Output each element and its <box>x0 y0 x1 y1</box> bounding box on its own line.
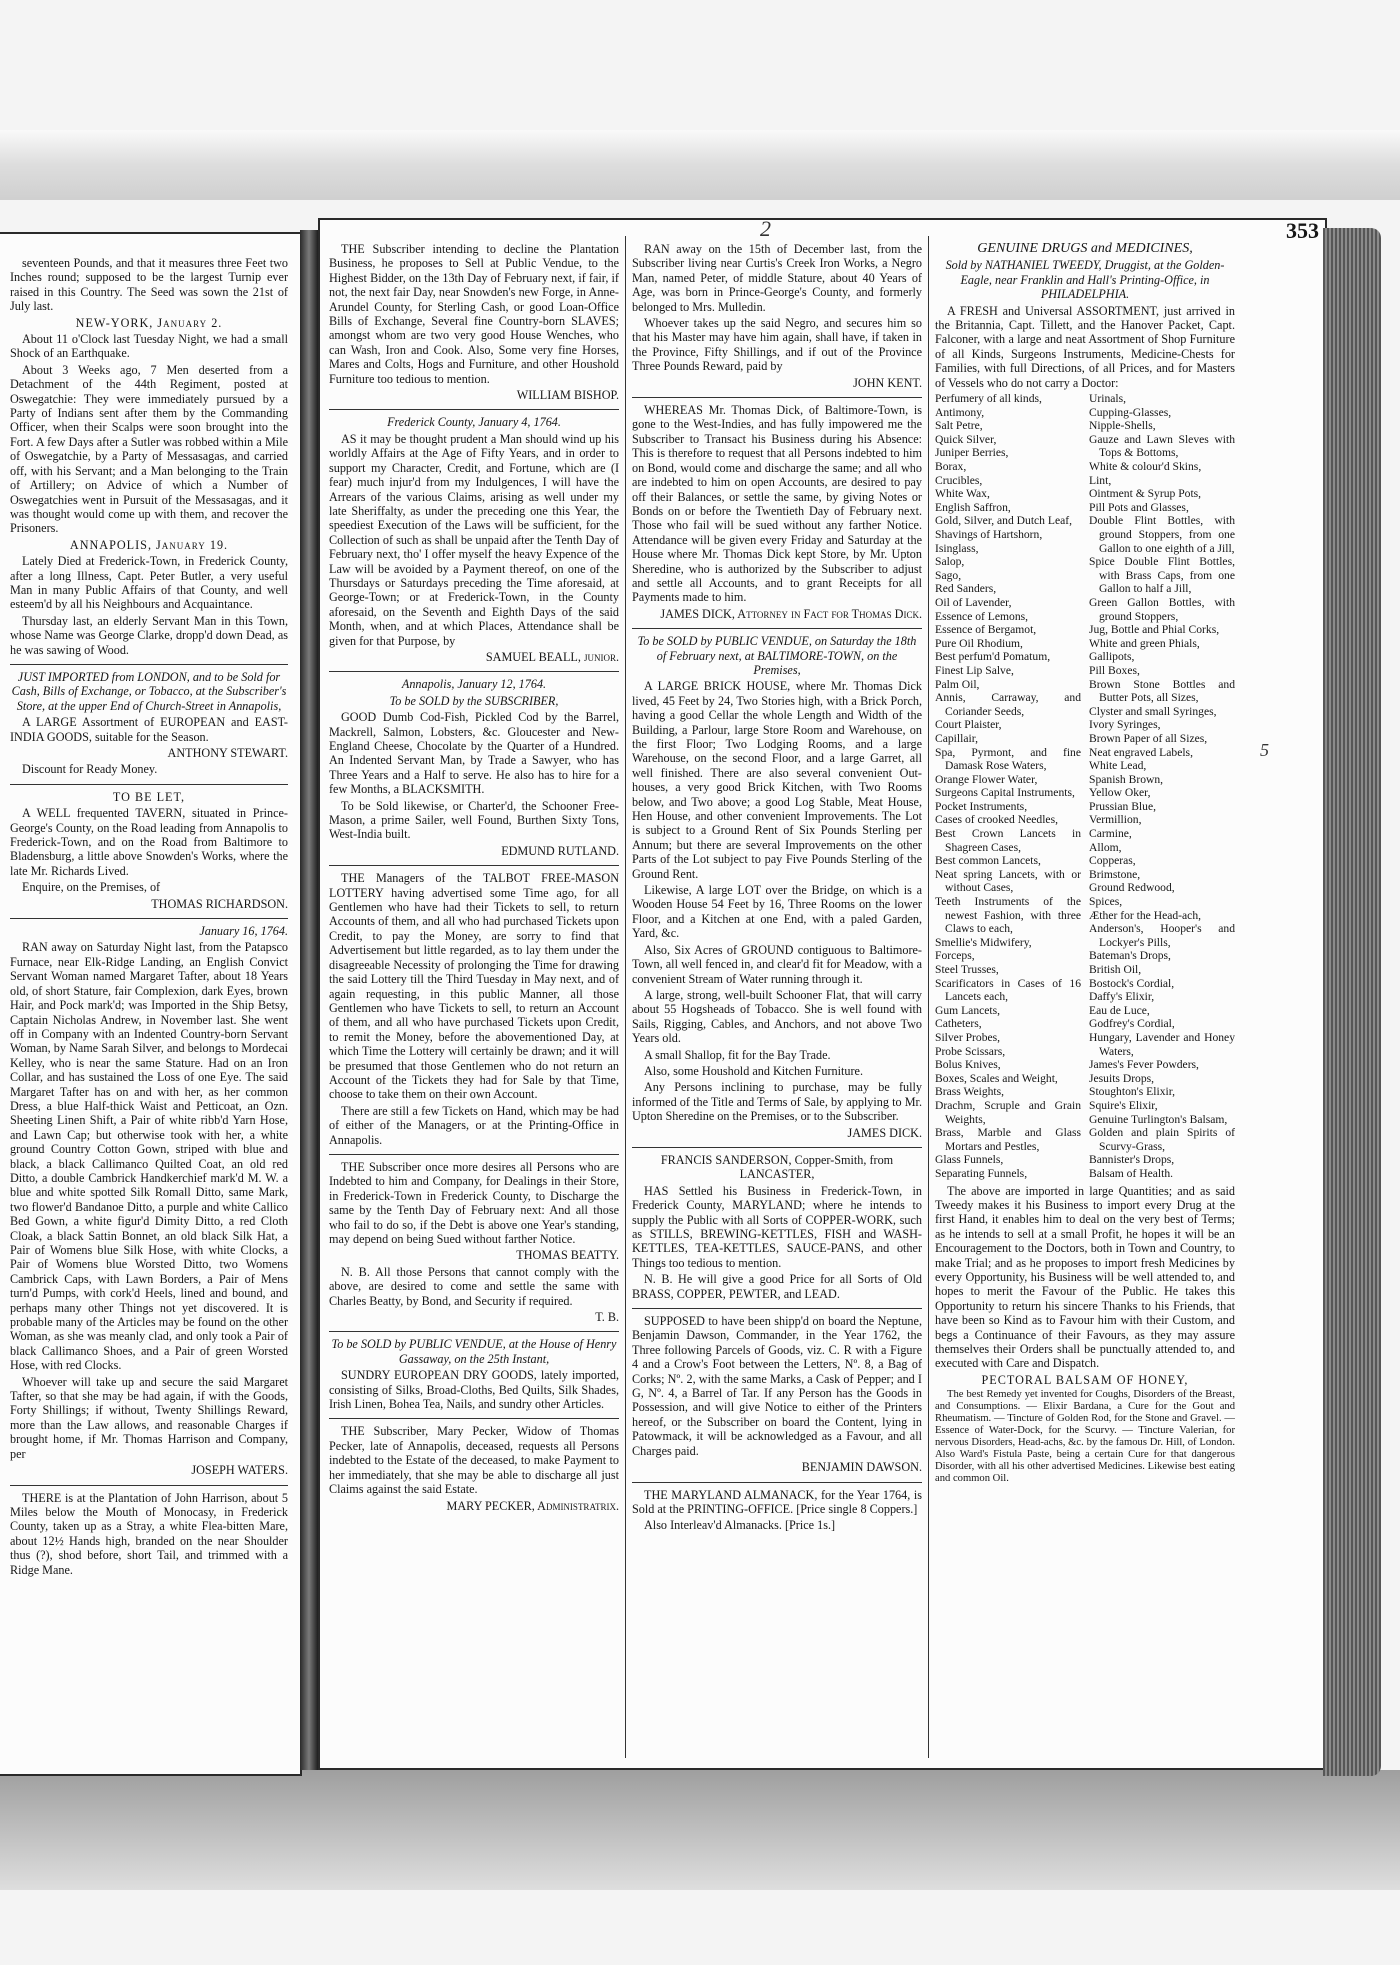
drug-item: Spanish Brown, <box>1089 772 1164 786</box>
imported-body: A LARGE Assortment of EUROPEAN and EAST-INDIA GOODS, suitable for the Season. <box>10 715 288 744</box>
annapolis-sale-schooner: To be Sold likewise, or Charter'd, the Schooner Free-Mason, a prime Sailer, well Found, Burthen Sixty Tons, West-India built. <box>329 798 619 842</box>
runaway-date: January 16, 1764. <box>199 924 288 939</box>
drug-item: Quick Silver, <box>935 432 997 446</box>
column-rule-2 <box>928 236 929 1758</box>
drug-item: Gum Lancets, <box>935 1003 1001 1017</box>
drug-item: White Lead, <box>1089 759 1147 773</box>
drug-item: Court Plaister, <box>935 718 1002 732</box>
left-ny-heading: NEW-YORK, January 2. <box>75 315 223 330</box>
annapolis-sale-date: Annapolis, January 12, 1764. <box>401 677 547 692</box>
beatty-signature: THOMAS BEATTY. <box>516 1248 619 1263</box>
frederick-body: AS it may be thought prudent a Man should wind up his worldly Affairs at the Age of Fifty Years, and in order to support my Character, Credit, and Fortune, which are (I fear) much injur'd from my Indulgences, I will have the Arrears of the various Claims, arising as well under my late Sheriffalty, as under the preceding one this Year, the speediest Execution of the Laws will be sufficient, for the Collection of such as shall be unpaid after the Tenth Day of February next, tho' I offer myself the heavy Expence of the Law will be avoided by a Payment thereof, on one of the Thursdays or Saturdays preceding the Time aforesaid, at George-Town; or at Frederick-Town, in the County aforesaid, on the Seventh and Eighth Days of the said Month, when, and at which Places, Attendance shall be given for that Purpose, by <box>329 431 619 648</box>
frederick-date: Frederick County, January 4, 1764. <box>387 415 561 430</box>
sanderson-body: HAS Settled his Business in Frederick-Town, in Frederick County, MARYLAND; where he intends to supply the Public with all Sorts of COPPER-WORK, such as STILLS, BREWING-KETTLES, FISH and WASH-KETTLES, TEA-KETTLES, SAUCE-PANS, and other Things too tedious to mention. <box>632 1183 922 1270</box>
runaway-woman-body: RAN away on Saturday Night last, from the Patapsco Furnace, near Elk-Ridge Landing, an English Convict Servant Woman named Margaret Tafter, about 18 Years old, of short Stature, fair Complexion, dark Eyes, brown Hair, and Pock mark'd; was Imported in the Ship Betsy, Captain Nicholas Andrew, in November last. She went off in Company with an Indented Country-born Servant Woman, by Name Sarah Silver, and belongs to Mordecai Kelley, who is near the same Stature. Had on an Iron Collar, and has sustained the Loss of one Eye. The said Margaret Tafter has on and with her, as her common Dress, a blue Half-thick Waist and Petticoat, an Ozn. Sheeting Linen Shift, a Pair of white ribb'd Yarn Hose, and Lawn Cap; but otherwise took with her, a white ground Country Cotton Gown, striped with blue and black, a black Callimanco Quilted Coat, an old red Ditto, a double Cambrick Handkerchief mark'd M. W. a blue and white spotted Silk Romall Ditto, same Mark, two flower'd Bandanoe Ditto, a purple and white Callico Bed Gown, a white figur'd Dimity Ditto, a red Cloth Cloak, a black Sattin Bonnet, an old black Silk Hat, a Pair of Womens blue Silk Hose, with white Clocks, a Pair of Womens blue Worsted Ditto, two Womens Cambrick Caps, with Lawn Borders, a Pair of Mens turn'd Pumps, with cork'd Heels, lined and bound, and perhaps many other Things not yet discovered. It is probable many of the Articles may be found on the other Woman, as she was meanly clad, and only took a Pair of black Callimanco Shoes, and a Pair of green Worsted Hose, with red Clocks. <box>10 940 288 1373</box>
almanack-interleaved: Also Interleav'd Almanacks. [Price 1s.] <box>644 1518 836 1533</box>
drug-item: Brass, Marble and Glass Mortars and Pestles, <box>935 1126 1081 1153</box>
drug-item: Pill Boxes, <box>1089 663 1140 677</box>
dick-notice: WHEREAS Mr. Thomas Dick, of Baltimore-Town, is gone to the West-Indies, and has fully impowered me the Subscriber to Transact his Business during his Absence: This is therefore to request that all Persons indebted to him on Bond, would come and discharge the same; and all who are indebted to him on open Accounts, are desired to pay off their Balances, or settle the same, by giving Notes or Bonds on or before the Twentieth Day of February next. Those who fail will be sued without any farther Notice. Attendance will be given every Friday and Saturday at the House where Mr. Thomas Dick kept Store, by Mr. Upton Sheredine, who is authorized by the Subscriber to adjust and settle all Accounts, and to grant Receipts for all Payments made to him. <box>632 403 922 605</box>
sanderson-nb: N. B. He will give a good Price for all Sorts of Old BRASS, COPPER, PEWTER, and LEAD. <box>632 1272 922 1301</box>
drugs-list <box>935 392 1235 1180</box>
drug-item: Best Crown Lancets in Shagreen Cases, <box>935 827 1081 854</box>
dick-signature: JAMES DICK, Attorney in Fact for Thomas Dick. <box>660 606 922 621</box>
runaway-reward: Whoever will take up and secure the said Margaret Tafter, so that she may be had again, if with the Goods, Forty Shillings; if without, Twenty Shillings Reward, more than the Law allows, and reasonable Charges if brought home, if Mr. Thomas Harrison and Company, per <box>10 1374 288 1461</box>
drug-item: Urinals, <box>1089 392 1127 406</box>
drug-item: Lint, <box>1089 473 1112 487</box>
drug-item: Neat engraved Labels, <box>1089 745 1193 759</box>
drug-item: Ground Redwood, <box>1089 881 1175 895</box>
drug-item: Nipple-Shells, <box>1089 419 1156 433</box>
left-intro: seventeen Pounds, and that it measures three Feet two Inches round; supposed to be the largest Turnip ever raised in this Country. The Seed was sown the 21st of July last. <box>10 256 288 314</box>
dawson-notice: SUPPOSED to have been shipp'd on board the Neptune, Benjamin Dawson, Commander, in the Year 1762, the Three following Parcels of Goods, viz. C. R with a Figure 4 and a Crow's Foot between the Letters, Nº. 8, a Bag of Corks; Nº. 2, with the same Marks, a Cask of Pepper; and I G, Nº. 4, a Barrel of Tar. If any Person has the Goods in Possession, and will give Notice to either of the Printers hereof, or the Subscriber on board the Content, lying in Patowmack, it will be acknowledged as a Favour, and all Charges paid. <box>632 1314 922 1458</box>
drug-item: Best common Lancets, <box>935 854 1041 868</box>
drug-item: Finest Lip Salve, <box>935 663 1014 677</box>
drug-item: Bateman's Drops, <box>1089 949 1171 963</box>
drug-item: Orange Flower Water, <box>935 772 1038 786</box>
bottom-shadow <box>0 1770 1400 1890</box>
almanack-notice: THE MARYLAND ALMANACK, for the Year 1764, is Sold at the PRINTING-OFFICE. [Price single 8 Coppers.] <box>632 1487 922 1516</box>
annapolis-sale-heading: To be SOLD by the SUBSCRIBER, <box>389 693 559 708</box>
drug-item: Spices, <box>1089 895 1123 909</box>
drug-item: Salt Petre, <box>935 419 983 433</box>
drug-item: Steel Trusses, <box>935 963 999 976</box>
beatty-initials: T. B. <box>595 1310 619 1325</box>
drug-item: Balsam of Health. <box>1089 1166 1174 1180</box>
drug-item: Jesuits Drops, <box>1089 1071 1155 1085</box>
baltimore-vendue-furniture: Also, some Houshold and Kitchen Furniture. <box>644 1063 864 1078</box>
drug-item: Forceps, <box>935 949 975 963</box>
talbot-lottery-note: There are still a few Tickets on Hand, which may be had of either of the Managers, or at the Printing-Office in Annapolis. <box>329 1103 619 1147</box>
drug-item: Brown Stone Bottles and Butter Pots, all Sizes, <box>1089 677 1235 705</box>
drug-item: Brown Paper of all Sizes, <box>1089 731 1208 745</box>
drug-item: Pill Pots and Glasses, <box>1089 500 1189 514</box>
tape-strip-top <box>0 130 1400 200</box>
to-let-note: Enquire, on the Premises, of <box>22 880 161 895</box>
bishop-signature: WILLIAM BISHOP. <box>516 388 619 403</box>
drug-item: Neat spring Lancets, with or without Cases, <box>935 867 1081 895</box>
drug-item: Silver Probes, <box>935 1030 1001 1044</box>
drug-item: Golden and plain Spirits of Scurvy-Grass, <box>1089 1126 1235 1153</box>
drug-item: Probe Scissars, <box>935 1044 1006 1058</box>
drug-item: Spa, Pyrmont, and fine Damask Rose Waters, <box>935 745 1081 773</box>
column-1 <box>329 242 619 1758</box>
drug-item: Bannister's Drops, <box>1089 1153 1175 1167</box>
drug-item: Gauze and Lawn Sleves with Tops & Bottoms, <box>1089 432 1235 460</box>
drug-item: White & colour'd Skins, <box>1089 460 1202 474</box>
vendue-body: SUNDRY EUROPEAN DRY GOODS, lately imported, consisting of Silks, Broad-Cloths, Bed Quilts, Silk Shades, Irish Linen, Bohea Tea, Nails, and sundry other Articles. <box>329 1368 619 1412</box>
bishop-notice: THE Subscriber intending to decline the Plantation Business, he proposes to Sell at Public Vendue, to the Highest Bidder, on the 13th Day of February next, if fair, if not, the next fair Day, near Snowden's new Forge, in Anne-Arundel County, for Sterling Cash, or good Loan-Office Bills of Exchange, Several fine Country-born SLAVES; amongst whom are two very good House Wenches, who can Wash, Iron and Cook. Also, Some very fine Horses, Mares and Colts, Hogs and Furniture, and other Houshold Furniture too tedious to mention. <box>329 242 619 386</box>
drug-item: Eau de Luce, <box>1089 1003 1150 1017</box>
drug-item: Carmine, <box>1089 827 1132 841</box>
beatty-nb: N. B. All those Persons that cannot comply with the above, are desired to come and settle the same with Charles Beatty, by Bond, and Security if required. <box>329 1264 619 1308</box>
drug-item: Perfumery of all kinds, <box>935 392 1042 406</box>
drug-item: Essence of Lemons, <box>935 609 1029 623</box>
baltimore-vendue-schooner: A large, strong, well-built Schooner Flat, that will carry about 55 Hogsheads of Tobacco. She is well found with Sails, Rigging, Cables, and Anchors, and not above Two Years old. <box>632 987 922 1046</box>
drugs-heading: GENUINE DRUGS and MEDICINES, <box>977 242 1193 256</box>
drug-item: Daffy's Elixir, <box>1089 990 1155 1004</box>
drug-item: Glass Funnels, <box>935 1153 1004 1167</box>
drug-item: Separating Funnels, <box>935 1166 1028 1180</box>
stray-mare-notice: THERE is at the Plantation of John Harrison, about 5 Miles below the Mouth of Monocasy, in Frederick County, taken up as a Stray, a white Flea-bitten Mare, about 12½ Hands high, branded on the near Shoulder thus (?), shod before, short Tail, and trimmed with a Ridge Mane. <box>10 1490 288 1577</box>
annapolis-sale-body: GOOD Dumb Cod-Fish, Pickled Cod by the Barrel, Mackrell, Salmon, Lobsters, &c. Gloucester and New-England Cheese, Chocolate by the Quarter of a Hundred. An Indented Servant Man, by Trade a Sawyer, who has Three Years and a Half to serve. He also has to hire for a few Months, a BLACKSMITH. <box>329 710 619 797</box>
drug-item: Salop, <box>935 555 965 569</box>
page-mark-top: 2 <box>760 218 771 241</box>
drugs-subheading: Sold by NATHANIEL TWEEDY, Druggist, at the Golden-Eagle, near Franklin and Hall's Printing-Office, in PHILADELPHIA. <box>945 258 1225 302</box>
baltimore-vendue-signature: JAMES DICK. <box>847 1125 922 1140</box>
left-ny-text-1: About 11 o'Clock last Tuesday Night, we had a small Shock of an Earthquake. <box>10 332 288 361</box>
drug-item: British Oil, <box>1089 963 1142 976</box>
drugs-intro: A FRESH and Universal ASSORTMENT, just arrived in the Britannia, Capt. Tillett, and the Hanover Packet, Capt. Falconer, with a large and neat Assortment of Shop Furniture of all Kinds, Surgeons Instruments, Medicine-Chests for Families, with full Directions, of all Prices, and for Masters of Vessels who do not carry a Doctor: <box>935 303 1235 390</box>
drug-item: Double Flint Bottles, with ground Stoppers, from one Gallon to one eighth of a Jill, <box>1089 514 1235 555</box>
margin-mark: 5 <box>1260 740 1269 760</box>
sanderson-heading: FRANCIS SANDERSON, Copper-Smith, from LANCASTER, <box>660 1152 894 1182</box>
kent-signature: JOHN KENT. <box>853 375 922 390</box>
baltimore-vendue-ground: Also, Six Acres of GROUND contiguous to Baltimore-Town, all well fenced in, and clear'd fit for Meadow, with a convenient Stream of Water running through it. <box>632 942 922 986</box>
drug-item: Catheters, <box>935 1017 982 1031</box>
frederick-signature: SAMUEL BEALL, junior. <box>485 649 619 664</box>
drug-item: Smellie's Midwifery, <box>935 935 1032 949</box>
drug-item: Allom, <box>1089 840 1122 854</box>
drug-item: Essence of Bergamot, <box>935 623 1037 637</box>
drug-item: Capillair, <box>935 731 979 745</box>
drug-item: Annis, Carraway, and Coriander Seeds, <box>935 691 1081 718</box>
drug-item: English Saffron, <box>935 500 1011 514</box>
drug-item: Clyster and small Syringes, <box>1089 704 1217 718</box>
drug-item: Pocket Instruments, <box>935 799 1028 813</box>
drug-item: Ointment & Syrup Pots, <box>1089 487 1202 501</box>
pecker-signature: MARY PECKER, Administratrix. <box>446 1498 619 1513</box>
drug-item: Cases of crooked Needles, <box>935 813 1058 827</box>
drug-item: Jug, Bottle and Phial Corks, <box>1089 623 1220 637</box>
drug-item: Crucibles, <box>935 473 983 487</box>
main-page <box>318 218 1327 1770</box>
drug-item: Best perfum'd Pomatum, <box>935 650 1051 664</box>
drug-item: Red Sanders, <box>935 582 997 596</box>
drug-item: Prussian Blue, <box>1089 799 1156 813</box>
beatty-notice: THE Subscriber once more desires all Persons who are Indebted to him and Company, for Dealings in their Store, in Frederick-Town in Frederick County, to Discharge the same by the Tenth Day of February next: And all those who fail to do so, if the Debt is above one Year's standing, may depend on being Sued without farther Notice. <box>329 1159 619 1246</box>
imported-note: Discount for Ready Money. <box>22 762 158 777</box>
column-2 <box>632 242 922 1758</box>
balsam-body: The best Remedy yet invented for Coughs, Disorders of the Breast, and Consumptions. — Elixir Bardana, a Cure for the Gout and Rheumatism. — Tincture of Golden Rod, for the Stone and Gravel. — Essence of Water-Dock, for the Scurvy. — Tincture Valerian, for nervous Disorders, Head-achs, &c. by the famous Dr. Hill, of London. Also Ward's Fistula Paste, being a certain Cure for that dangerous Disorder, with all his other advertised Medicines. Likewise best eating and common Oil. <box>935 1389 1235 1485</box>
drug-item: Godfrey's Cordial, <box>1089 1017 1175 1031</box>
drugs-closing: The above are imported in large Quantities; and as said Tweedy makes it his Business to import every Drug at the first Hand, it enables him to deal on the very best of Terms; as he intends to sell at a small Profit, he hopes it will be an Encouragement to the Doctors, both in Town and Country, to make Trial; and as he proposes to import fresh Medicines by every Opportunity, his Business will be well attended to, and hopes to merit the Favour of the Public. He takes this Opportunity to return his sincere Thanks to his Friends, that have been so Kind as to Favour him with their Custom, and begs a Continuance of their Favours, as they may assure themselves their Orders shall be punctually attended to, and executed with Care and Dispatch. <box>935 1183 1235 1371</box>
drug-item: Gallipots, <box>1089 650 1135 664</box>
drug-item: White and green Phials, <box>1089 636 1200 650</box>
left-page-column <box>0 232 302 1776</box>
baltimore-vendue-lot: Likewise, A large LOT over the Bridge, on which is a Wooden House 54 Feet by 16, Three Rooms on the lower Floor, and a Kitchen at one End, with a paled Garden, Yard, &c. <box>632 883 922 941</box>
drug-item: James's Fever Powders, <box>1089 1058 1199 1072</box>
page-number: 353 <box>1286 218 1319 243</box>
column-rule-1 <box>625 236 626 1758</box>
drug-item: Shavings of Hartshorn, <box>935 528 1043 541</box>
drug-item: Anderson's, Hooper's and Lockyer's Pills, <box>1089 922 1235 949</box>
drug-item: Genuine Turlington's Balsam, <box>1089 1112 1228 1126</box>
drug-item: Stoughton's Elixir, <box>1089 1085 1176 1099</box>
drug-item: Scarificators in Cases of 16 Lancets each, <box>935 976 1081 1004</box>
drug-item: Palm Oil, <box>935 677 980 691</box>
talbot-lottery-body: THE Managers of the TALBOT FREE-MASON LOTTERY having advertised some Time ago, for all Gentlemen who have had their Tickets to sell, to return Accounts of them, and all who had purchased Tickets upon Credit, to pay the Money, are sorry to find that Advertisement but little regarded, as to lay them under the disagreeable Necessity of prolonging the Time for drawing the said Lottery till the Third Tuesday in May next, and of again requesting, in this public Manner, all those Gentlemen who have Tickets to sell, to return an Account of them, and all who have purchased Tickets upon Credit, to remit the Money, before the abovementioned Day, at which Time the Lottery will certainly be drawn; and it will be presumed that those Gentlemen who do not return an Account of the Tickets they had for Sale by that Time, choose to take them on their own Account. <box>329 871 619 1102</box>
drug-item: Vermillion, <box>1089 813 1142 827</box>
left-annapolis-text-2: Thursday last, an elderly Servant Man in this Town, whose Name was George Clarke, dropp'd down Dead, as he was sawing of Wood. <box>10 613 288 657</box>
column-3 <box>935 242 1235 1758</box>
balsam-heading: PECTORAL BALSAM OF HONEY, <box>981 1372 1189 1387</box>
kent-reward: Whoever takes up the said Negro, and secures him so that his Master may have him again, shall have, if taken in the Province, Fifty Shillings, and if out of the Province Three Pounds Reward, paid by <box>632 316 922 374</box>
baltimore-vendue-body: A LARGE BRICK HOUSE, where Mr. Thomas Dick lived, 45 Feet by 24, Two Stories high, with a Brick Porch, having a good Cellar the whole Length and Width of the Building, a Parlour, large Store Room and Warehouse, on the first Floor; Two Lodging Rooms, and a large Warehouse, on the second Floor, and a large Garret, all well finished. There are also several convenient Out-houses, a very good Brick Kitchen, with Two Rooms below, and Two above; a good Log Stable, Meat House, Hen House, and other convenient Improvements. The Lot is subject to a Ground Rent of Six Pounds Sterling per Annum; but there are several Improvements on the other Parts of the Lot subject to pay Five Pounds Sterling of the Ground Rent. <box>632 679 922 881</box>
drug-item: Sago, <box>935 568 962 582</box>
to-let-heading: TO BE LET, <box>112 789 186 804</box>
to-let-signature: THOMAS RICHARDSON. <box>151 896 288 911</box>
drug-item: Hungary, Lavender and Honey Waters, <box>1089 1030 1235 1058</box>
drug-item: Drachm, Scruple and Grain Weights, <box>935 1098 1081 1126</box>
drug-item: Bostock's Cordial, <box>1089 976 1175 990</box>
drug-item: Oil of Lavender, <box>935 595 1012 609</box>
left-annapolis-heading: ANNAPOLIS, January 19. <box>69 537 229 552</box>
vendue-heading: To be SOLD by PUBLIC VENDUE, at the House of Henry Gassaway, on the 25th Instant, <box>331 1337 617 1366</box>
drug-item: Gold, Silver, and Dutch Leaf, <box>935 514 1073 528</box>
drug-item: White Wax, <box>935 487 990 501</box>
baltimore-vendue-terms: Any Persons inclining to purchase, may be fully informed of the Title and Terms of Sale, by applying to Mr. Upton Sheredine on the Premises, or to the Subscriber. <box>632 1080 922 1124</box>
kent-runaway: RAN away on the 15th of December last, from the Subscriber living near Curtis's Creek Iron Works, a Negro Man, named Peter, of middle Stature, about 40 Years of Age, was born in Prince-George's County, and formerly belonged to Mrs. Mulledin. <box>632 242 922 314</box>
left-ny-text-2: About 3 Weeks ago, 7 Men deserted from a Detachment of the 44th Regiment, posted at Oswegatchie: They were immediately pursued by a Party of Indians sent after them by the Commanding Officer, when their Scalps were soon brought into the Fort. A few Days after a Sutler was robbed within a Mile of Oswegatchie, by a Party of Messasagas, and carried off, with his Servant; and a Man belonging to the Train of Artillery; on Advice of which a Number of Oswegatchies went in Pursuit of the Messasagas, and it was thought would come up with them, and recover the Prisoners. <box>10 362 288 536</box>
pecker-notice: THE Subscriber, Mary Pecker, Widow of Thomas Pecker, late of Annapolis, deceased, requests all Persons indebted to the Estate of the deceased, to make Payment to her immediately, that she may be able to discharge all just Claims against the said Estate. <box>329 1424 619 1497</box>
drug-item: Juniper Berries, <box>935 446 1009 460</box>
imported-signature: ANTHONY STEWART. <box>167 746 288 760</box>
drug-item: Pure Oil Rhodium, <box>935 636 1023 650</box>
runaway-signature: JOSEPH WATERS. <box>191 1463 288 1478</box>
drug-item: Brimstone, <box>1089 867 1141 881</box>
drug-item: Brass Weights, <box>935 1085 1005 1099</box>
drug-item: Yellow Oker, <box>1089 786 1151 800</box>
annapolis-sale-signature: EDMUND RUTLAND. <box>501 843 619 858</box>
drug-item: Borax, <box>935 460 967 474</box>
drug-item: Surgeons Capital Instruments, <box>935 786 1075 800</box>
book-edge <box>1323 228 1381 1776</box>
drug-item: Teeth Instruments of the newest Fashion, with three Claws to each, <box>935 895 1081 936</box>
drug-item: Isinglass, <box>935 541 979 555</box>
drug-item: Æther for the Head-ach, <box>1089 908 1202 922</box>
baltimore-vendue-shallop: A small Shallop, fit for the Bay Trade. <box>644 1047 831 1062</box>
drug-item: Antimony, <box>935 405 985 419</box>
drug-item: Green Gallon Bottles, with ground Stoppers, <box>1089 595 1235 623</box>
book-gutter <box>300 230 318 1770</box>
to-let-body: A WELL frequented TAVERN, situated in Prince-George's County, on the Road leading from Annapolis to Frederick-Town, and on the Road from Baltimore to Bladensburg, a little above Snowden's Works, where the late Mr. Richards Lived. <box>10 806 288 878</box>
drug-item: Cupping-Glasses, <box>1089 405 1172 419</box>
drug-item: Copperas, <box>1089 854 1136 868</box>
dawson-signature: BENJAMIN DAWSON. <box>801 1460 922 1475</box>
drug-item: Spice Double Flint Bottles, with Brass Caps, from one Gallon to half a Jill, <box>1089 555 1235 596</box>
baltimore-vendue-heading: To be SOLD by PUBLIC VENDUE, on Saturday the 18th of February next, at BALTIMORE-TOWN, on the Premises, <box>637 634 917 677</box>
drug-item: Bolus Knives, <box>935 1058 1001 1072</box>
drug-item: Boxes, Scales and Weight, <box>935 1071 1058 1085</box>
drug-item: Squire's Elixir, <box>1089 1098 1158 1112</box>
imported-heading: JUST IMPORTED from LONDON, and to be Sold for Cash, Bills of Exchange, or Tobacco, at the Subscriber's Store, at the upper End of Church-Street in Annapolis, <box>11 669 287 713</box>
drug-item: Ivory Syringes, <box>1089 718 1161 732</box>
left-annapolis-text-1: Lately Died at Frederick-Town, in Frederick County, after a long Illness, Capt. Peter Butler, a very useful Man in many Public Affairs of that County, and well esteem'd by all his Neighbours and Acquaintance. <box>10 554 288 612</box>
